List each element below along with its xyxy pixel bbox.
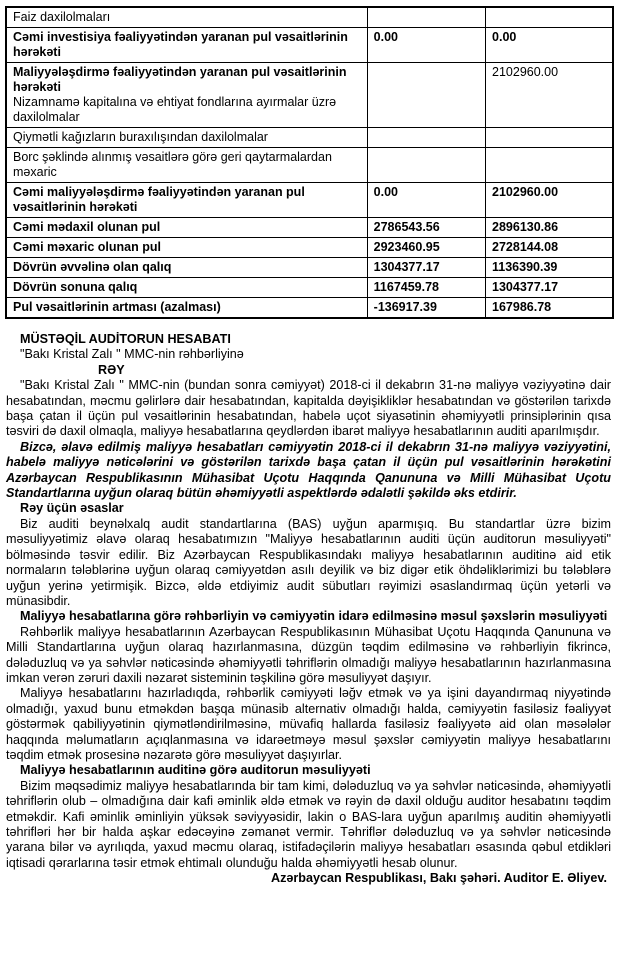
auditor-resp-heading: Maliyyə hesabatlarının auditinə görə auditorun məsuliyyəti <box>20 763 371 778</box>
row-value-col2 <box>486 128 613 148</box>
row-label: Cəmi investisiya fəaliyyətindən yaranan pul vəsaitlərinin hərəkəti <box>13 30 348 59</box>
row-label: Qiymətli kağızların buraxılışından daxilolmalar <box>13 130 268 144</box>
row-value-col2: 2896130.86 <box>486 218 613 238</box>
row-label-cell <box>6 278 367 298</box>
row-value-col1: -136917.39 <box>367 298 485 319</box>
row-label: Cəmi mədaxil olunan pul <box>13 220 161 234</box>
paragraph-opinion: Bizcə, əlavə edilmiş maliyyə hesabatları cəmiyyətin 2018-ci il dekabrın 31-nə maliyyə vəziyyətini, habelə maliyyə nəticələrini və göstərilən tarixdə başa çatan il üçün pul vəsaitlərinin hərəkətini Azərbaycan Respublikasının Mühasibat Uçotu Haqqında Qanununa və Milli Mühasibat Uçotu Standartlarına uyğun olaraq bütün əhəmiyyətli aspektlərdə ədalətli şəkildə əks etdirir. <box>6 439 611 501</box>
table-row <box>6 258 613 278</box>
table-row <box>6 28 613 63</box>
table-row <box>6 148 613 183</box>
row-value-col2: 2102960.00 <box>486 183 613 218</box>
row-label: Maliyyələşdirmə fəaliyyətindən yaranan pul vəsaitlərinin hərəkəti <box>13 65 347 94</box>
row-value-col1: 0.00 <box>367 28 485 63</box>
signature: Azərbaycan Respublikası, Bakı şəhəri. Auditor E. Əliyev. <box>270 871 607 886</box>
paragraph-basis: Biz auditi beynəlxalq audit standartlarına (BAS) uyğun aparmışıq. Bu standartlar üzrə bizim məsuliyyətimiz əlavə olaraq hesabatımızın "Maliyyə hesabatlarının auditi üçün auditorun məsuliyyəti" bölməsində təsvir edilir. Biz Azərbaycan Respublikasındakı maliyyə hesabatlarının auditinə aid etik normaların tələblərinə uyğun olaraq cəmiyyətdən asılı deyilik və biz digər etik öhdəliklərimizi bu tələblərə uyğun yerinə yetirmişik. Bizcə, əldə etdiyimiz audit sübutları rəyimizi əsaslandırmaq üçün yetərli və münasibdir. <box>6 516 611 608</box>
row-label-cell <box>6 148 367 183</box>
row-value-col2 <box>486 148 613 183</box>
row-label: Borc şəklində alınmış vəsaitlərə görə geri qaytarmalardan məxaric <box>13 150 332 179</box>
row-value-col1 <box>367 7 485 28</box>
row-value-col1 <box>367 148 485 183</box>
opinion-heading: RƏY <box>98 362 125 377</box>
row-label-cell <box>6 238 367 258</box>
row-value-col2: 1304377.17 <box>486 278 613 298</box>
row-label: Cəmi məxaric olunan pul <box>13 240 161 254</box>
row-label: Cəmi maliyyələşdirmə fəaliyyətindən yaranan pul vəsaitlərinin hərəkəti <box>13 185 305 214</box>
row-value-col2: 167986.78 <box>486 298 613 319</box>
row-label-cell <box>6 63 367 128</box>
paragraph-management-1: Rəhbərlik maliyyə hesabatlarının Azərbaycan Respublikasının Mühasibat Uçotu Haqqında Qanununa və Milli Standartlarına uyğun olaraq hazırlanmasına, düzgün təqdim edilməsinə və rəhbərliyin fikrincə, dələduzluq və ya səhvlər nəticəsində əhəmiyyətli təhriflərin olmadığı maliyyə hesabatlarının hazırlanmasına imkan verən zəruri daxili nəzarət sisteminin təşkilinə görə məsuliyyət daşıyır. <box>6 624 611 685</box>
table-row <box>6 298 613 319</box>
row-label: Dövrün əvvəlinə olan qalıq <box>13 260 172 274</box>
row-label-cell <box>6 7 367 28</box>
row-value-col1: 2786543.56 <box>367 218 485 238</box>
table-row <box>6 218 613 238</box>
paragraph-auditor: Bizim məqsədimiz maliyyə hesabatlarında bir tam kimi, dələduzluq və ya səhvlər nəticəsində, əhəmiyyətli təhriflərin olub – olmadığına dair kafi əminlik əldə etmək və rəyin də daxil olduğu auditor hesabatını təqdim etməkdir. Kafi əminlik əminliyin yüksək səviyyəsidir, lakin o BAS-lara uyğun aparılmış auditin əhəmiyyətli təhrifləri hər bir halda aşkar edəcəyinə zəmanət vermir. Təhriflər dələduzluq və ya səhvlər nəticəsində yarana bilər və ayrılıqda, yaxud məcmu olaraq, istifadəçilərin maliyyə hesabatları əsasında qəbul etdikləri iqtisadi qərarlarına təsir etmək ehtimalı olunduğu halda əhəmiyyətli hesab olunur. <box>6 778 611 870</box>
row-value-col2: 1136390.39 <box>486 258 613 278</box>
row-label: Pul vəsaitlərinin artması (azalması) <box>13 300 221 314</box>
row-value-col2: 2102960.00 <box>486 63 613 128</box>
row-value-col1 <box>367 63 485 128</box>
row-label-cell <box>6 218 367 238</box>
cash-flow-table <box>5 6 614 319</box>
paragraph-intro: "Bakı Kristal Zalı " MMC-nin (bundan sonra cəmiyyət) 2018-ci il dekabrın 31-nə maliyyə vəziyyətinə dair hesabatından, məcmu gəlirlərə dair hesabatından, kapitalda dəyişikliklər hesabatından və göstərilən tarixdə başa çatan il üçün pul vəsaitlərinin hesabatından, habelə uçot siyasətinin əhəmiyyətli prinsiplərinin qısa təsviri də daxil olmaqla, maliyyə hesabatlarına qeydlərdən ibarət maliyyə hesabatlarının auditi aparılmışdır. <box>6 378 611 439</box>
row-value-col2: 0.00 <box>486 28 613 63</box>
table-row <box>6 7 613 28</box>
row-value-col1: 0.00 <box>367 183 485 218</box>
row-label-cell <box>6 28 367 63</box>
row-label-cell <box>6 298 367 319</box>
row-label-cell <box>6 128 367 148</box>
table-row <box>6 63 613 128</box>
table-row <box>6 238 613 258</box>
row-label-cell <box>6 258 367 278</box>
row-label: Faiz daxilolmaları <box>13 10 111 24</box>
row-sublabel: Nizamnamə kapitalına və ehtiyat fondlarına ayırmalar üzrə daxilolmalar <box>13 95 337 124</box>
row-value-col1: 2923460.95 <box>367 238 485 258</box>
table-row <box>6 128 613 148</box>
table-row <box>6 278 613 298</box>
report-title: MÜSTƏQİL AUDİTORUN HESABATI <box>20 332 231 346</box>
row-value-col2: 2728144.08 <box>486 238 613 258</box>
auditor-report <box>5 332 614 887</box>
row-value-col2 <box>486 7 613 28</box>
table-row <box>6 183 613 218</box>
row-value-col1: 1304377.17 <box>367 258 485 278</box>
row-label: Dövrün sonuna qalıq <box>13 280 138 294</box>
basis-heading: Rəy üçün əsaslar <box>20 501 124 516</box>
row-value-col1 <box>367 128 485 148</box>
row-value-col1: 1167459.78 <box>367 278 485 298</box>
paragraph-management-2: Maliyyə hesabatlarını hazırladıqda, rəhbərlik cəmiyyəti ləğv etmək və ya işini dayandırmaq niyyətində olmadığı, yaxud bunu etməkdən başqa münasib alternativ olmadığı halda, cəmiyyətin fasiləsiz fəaliyyət göstərmək qabiliyyətinin qiymətləndirilməsinə, müvafiq hallarda fasiləsiz fəaliyyətə aid olan məsələlər haqqında məlumatların açıqlanmasına və idarəetməyə məsul şəxslər cəmiyyətin maliyyə hesabatlarını təqdim etmək prosesinə nəzarətə görə məsuliyyət daşıyırlar. <box>6 686 611 762</box>
row-label-cell <box>6 183 367 218</box>
management-heading: Maliyyə hesabatlarına görə rəhbərliyin və cəmiyyətin idarə edilməsinə məsul şəxslərin məsuliyyəti <box>20 609 608 624</box>
report-addressee: "Bakı Kristal Zalı " MMC-nin rəhbərliyinə <box>20 347 244 362</box>
